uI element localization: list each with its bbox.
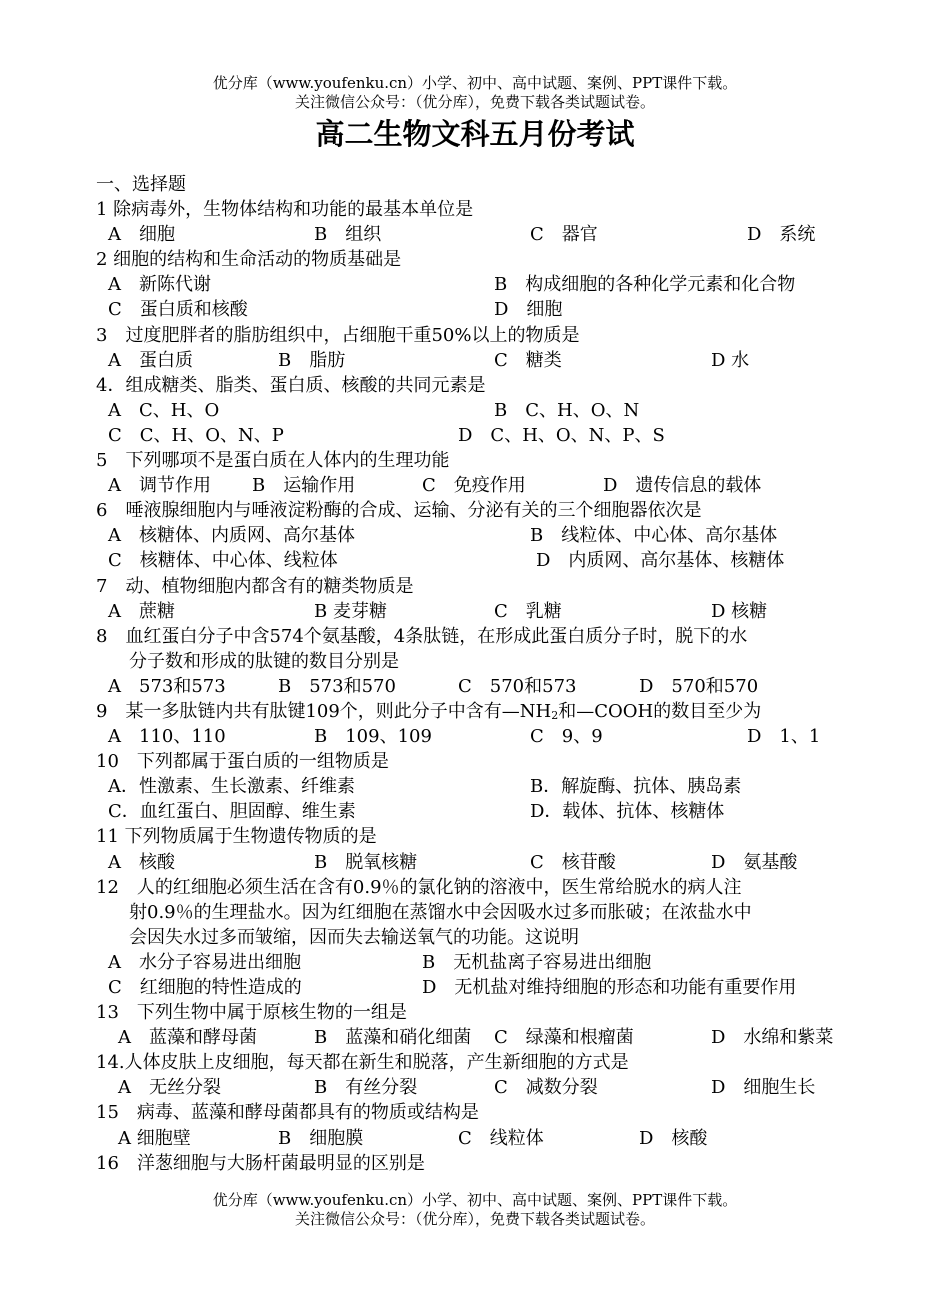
question-10-option-d: D．载体、抗体、核糖体 [530,801,725,823]
question-4-option-d: D C、H、O、N、P、S [458,424,665,446]
question-10-options-row-1 [96,774,856,799]
question-7-option-d: D 核糖 [711,600,768,622]
question-11-option-a: A 核酸 [108,851,175,873]
question-2-option-d: D 细胞 [494,299,563,321]
question-9-options [96,724,856,749]
page-footer [0,1191,950,1229]
question-12-stem-continued-1: 射0.9％的生理盐水。因为红细胞在蒸馏水中会因吸水过多而胀破；在浓盐水中 [129,901,752,923]
question-13-option-c: C 绿藻和根瘤菌 [494,1027,634,1049]
question-6-options-row-1 [96,523,856,548]
question-13-option-d: D 水绵和紫菜 [711,1027,834,1049]
question-8-option-c: C 570和573 [458,675,577,697]
question-16-stem: 16 洋葱细胞与大肠杆菌最明显的区别是 [96,1152,425,1174]
question-15-option-d: D 核酸 [639,1127,708,1149]
question-12-options-row-2 [96,975,856,1000]
question-8-stem: 8 血红蛋白分子中含574个氨基酸，4条肽链，在形成此蛋白质分子时，脱下的水 [96,625,748,647]
question-10-option-b: B．解旋酶、抗体、胰岛素 [530,776,742,798]
question-11-option-b: B 脱氧核糖 [314,851,418,873]
question-1-option-a: A 细胞 [108,224,175,246]
question-14-stem: 14.人体皮肤上皮细胞，每天都在新生和脱落，产生新细胞的方式是 [96,1052,629,1074]
question-4-options-row-2 [96,423,856,448]
question-13-option-b: B 蓝藻和硝化细菌 [314,1027,472,1049]
question-15-option-b: B 细胞膜 [278,1127,364,1149]
question-2-option-c: C 蛋白质和核酸 [108,299,248,321]
question-11-stem: 11 下列物质属于生物遗传物质的是 [96,826,377,848]
question-9-option-a: A 110、110 [108,726,226,748]
question-9-stem-part-1: 9 某一多肽链内共有肽键109个，则此分子中含有—NH [96,700,552,722]
question-12-option-a: A 水分子容易进出细胞 [108,951,301,973]
question-7-option-c: C 乳糖 [494,600,562,622]
question-2-stem: 2 细胞的结构和生命活动的物质基础是 [96,249,402,271]
question-15-stem: 15 病毒、蓝藻和酵母菌都具有的物质或结构是 [96,1102,479,1124]
question-11-options [96,850,856,875]
question-2-option-b: B 构成细胞的各种化学元素和化合物 [494,274,796,296]
question-12-options-row-1 [96,950,856,975]
question-9-option-c: C 9、9 [530,726,603,748]
question-10-option-c: C．血红蛋白、胆固醇、维生素 [108,801,356,823]
question-9-stem [96,699,856,724]
question-5-option-c: C 免疫作用 [422,475,526,497]
header-line-2: 关注微信公众号：（优分库），免费下载各类试题试卷。 [294,93,655,111]
question-8-options [96,674,856,699]
question-3-options [96,348,856,373]
question-14-option-d: D 细胞生长 [711,1077,816,1099]
question-13-options [96,1025,856,1050]
question-10-option-a: A．性激素、生长激素、纤维素 [108,776,355,798]
question-7-options [96,599,856,624]
question-1-option-b: B 组织 [314,224,382,246]
question-4-stem: 4．组成糖类、脂类、蛋白质、核酸的共同元素是 [96,374,486,396]
question-1-option-c: C 器官 [530,224,598,246]
question-7-option-b: B 麦芽糖 [314,600,387,622]
question-6-option-c: C 核糖体、中心体、线粒体 [108,550,338,572]
question-14-option-c: C 减数分裂 [494,1077,598,1099]
question-8-stem-continued: 分子数和形成的肽键的数目分别是 [129,650,399,672]
page-header [0,74,950,112]
footer-line-1: 优分库（www.youfenku.cn）小学、初中、高中试题、案例、PPT课件下载。 [212,1191,738,1209]
question-4-option-a: A C、H、O [108,399,220,421]
question-4-option-c: C C、H、O、N、P [108,424,284,446]
question-3-option-a: A 蛋白质 [108,349,193,371]
question-9-option-b: B 109、109 [314,726,432,748]
question-8-option-d: D 570和570 [639,675,759,697]
header-line-1: 优分库（www.youfenku.cn）小学、初中、高中试题、案例、PPT课件下载。 [212,74,738,92]
question-13-stem: 13 下列生物中属于原核生物的一组是 [96,1002,407,1024]
question-14-option-a: A 无丝分裂 [118,1077,221,1099]
question-2-options-row-2 [96,297,856,322]
question-13-option-a: A 蓝藻和酵母菌 [118,1027,257,1049]
question-7-stem: 7 动、植物细胞内都含有的糖类物质是 [96,575,414,597]
footer-line-2: 关注微信公众号：（优分库），免费下载各类试题试卷。 [294,1210,655,1228]
question-12-option-b: B 无机盐离子容易进出细胞 [422,951,652,973]
question-6-options-row-2 [96,548,856,573]
question-12-option-c: C 红细胞的特性造成的 [108,977,302,998]
question-6-option-d: D 内质网、高尔基体、核糖体 [536,550,785,572]
question-6-option-a: A 核糖体、内质网、高尔基体 [108,525,355,547]
question-14-options [96,1075,856,1100]
question-5-option-d: D 遗传信息的载体 [603,475,762,497]
question-10-stem: 10 下列都属于蛋白质的一组物质是 [96,751,389,773]
question-9-stem-part-2: 和—COOH的数目至少为 [558,700,762,722]
question-7-option-a: A 蔗糖 [108,600,175,622]
page-title: 高二生物文科五月份考试 [315,117,635,151]
question-10-options-row-2 [96,799,856,824]
question-12-stem-continued-2: 会因失水过多而皱缩，因而失去输送氧气的功能。这说明 [129,926,579,948]
question-1-option-d: D 系统 [747,224,816,246]
question-3-stem: 3 过度肥胖者的脂肪组织中，占细胞干重50%以上的物质是 [96,324,580,346]
question-6-stem: 6 唾液腺细胞内与唾液淀粉酶的合成、运输、分泌有关的三个细胞器依次是 [96,500,702,522]
question-3-option-d: D 水 [711,349,750,371]
question-5-options [96,473,856,498]
question-12-option-d: D 无机盐对维持细胞的形态和功能有重要作用 [422,977,797,998]
question-4-option-b: B C、H、O、N [494,399,640,421]
question-6-option-b: B 线粒体、中心体、高尔基体 [530,525,778,547]
question-3-option-b: B 脂肪 [278,349,346,371]
question-2-option-a: A 新陈代谢 [108,274,211,296]
question-11-option-d: D 氨基酸 [711,851,798,873]
question-4-options-row-1 [96,398,856,423]
question-12-stem: 12 人的红细胞必须生活在含有0.9％的氯化钠的溶液中，医生常给脱水的病人注 [96,876,742,898]
question-3-option-c: C 糖类 [494,349,562,371]
question-15-option-a: A 细胞壁 [118,1127,191,1149]
question-15-options [96,1126,856,1151]
question-5-stem: 5 下列哪项不是蛋白质在人体内的生理功能 [96,450,450,472]
question-2-options-row-1 [96,272,856,297]
question-5-option-a: A 调节作用 [108,475,211,497]
question-15-option-c: C 线粒体 [458,1127,544,1149]
question-9-option-d: D 1、1 [747,726,821,748]
question-8-option-a: A 573和573 [108,675,226,697]
question-14-option-b: B 有丝分裂 [314,1077,418,1099]
question-11-option-c: C 核苷酸 [530,851,616,873]
question-1-options [96,222,856,247]
question-8-option-b: B 573和570 [278,675,396,697]
section-heading: 一、选择题 [96,174,186,195]
question-5-option-b: B 运输作用 [252,475,356,497]
question-9-subscript: 2 [551,708,559,722]
question-list [96,172,856,1176]
question-1-stem: 1 除病毒外，生物体结构和功能的最基本单位是 [96,199,474,221]
